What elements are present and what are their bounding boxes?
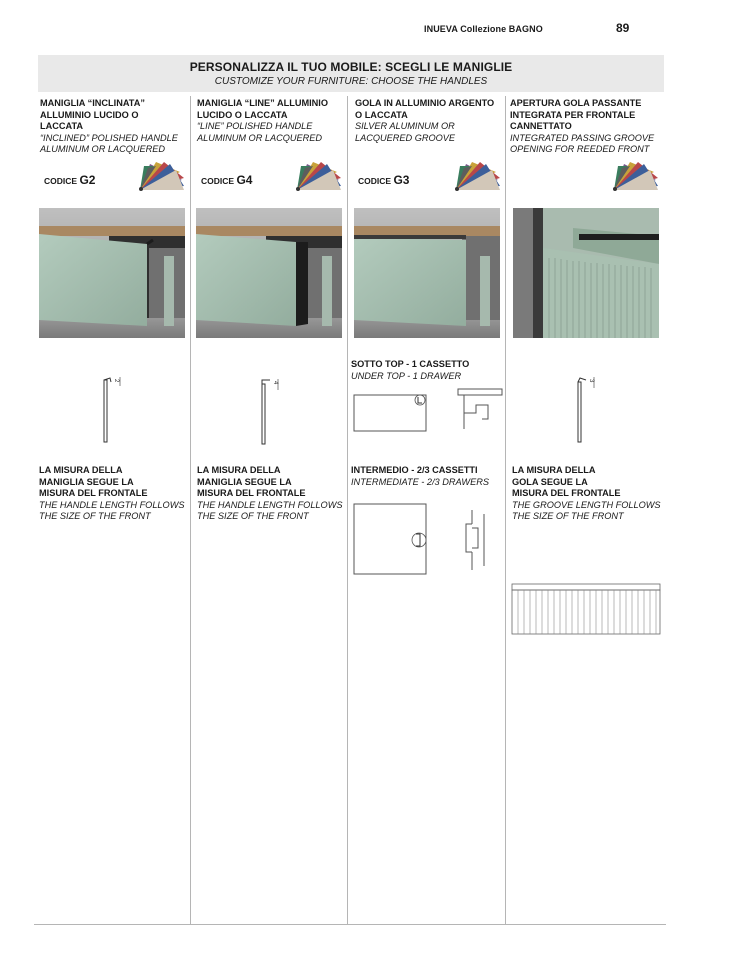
- column-subtitle: “INCLINED” POLISHED HANDLE ALUMINUM OR LACQUERED: [40, 132, 178, 154]
- product-photo: [354, 208, 500, 338]
- size-note: LA MISURA DELLA MANIGLIA SEGUE LA MISURA DEL FRONTALE THE HANDLE LENGTH FOLLOWS THE SIZE OF THE FRONT: [39, 465, 185, 521]
- groove-profile-diagram: [570, 374, 604, 446]
- color-swatch-fan-icon: [293, 160, 343, 194]
- column-subtitle: INTEGRATED PASSING GROOVE OPENING FOR REEDED FRONT: [510, 132, 655, 154]
- column-title: MANIGLIA “LINE” ALLUMINIO LUCIDO O LACCATA: [197, 98, 328, 120]
- bottom-rule: [34, 924, 666, 925]
- reeded-front-diagram: [510, 582, 662, 636]
- page-brand: INUEVA Collezione BAGNO: [424, 24, 543, 34]
- codice-label: CODICE G2: [44, 173, 96, 187]
- page-number: 89: [616, 21, 630, 35]
- column-title: APERTURA GOLA PASSANTE INTEGRATA PER FRONTALE CANNETTATO: [510, 98, 642, 131]
- banner-subtitle: CUSTOMIZE YOUR FURNITURE: CHOOSE THE HANDLES: [214, 76, 488, 87]
- section-under-top: SOTTO TOP - 1 CASSETTO UNDER TOP - 1 DRAWER: [351, 359, 470, 381]
- handle-column-g3: [355, 98, 505, 144]
- section-intermediate: INTERMEDIO - 2/3 CASSETTI INTERMEDIATE - 2/3 DRAWERS: [351, 465, 489, 487]
- groove-section-diagram-under-top: [352, 385, 504, 440]
- banner-title: PERSONALIZZA IL TUO MOBILE: SCEGLI LE MANIGLIE: [189, 60, 513, 74]
- profile-dimension: 2: [113, 379, 119, 383]
- handle-column-g4: [197, 98, 347, 144]
- profile-dimension: 3: [588, 379, 594, 383]
- codice-label: CODICE G4: [201, 173, 253, 187]
- column-subtitle: “LINE” POLISHED HANDLE ALUMINUM OR LACQUERED: [197, 121, 323, 143]
- color-swatch-fan-icon: [610, 160, 660, 194]
- size-note: LA MISURA DELLA MANIGLIA SEGUE LA MISURA DEL FRONTALE THE HANDLE LENGTH FOLLOWS THE SIZE OF THE FRONT: [197, 465, 343, 521]
- handle-column-groove: [510, 98, 660, 156]
- profile-dimension: 4: [272, 381, 278, 385]
- section-banner: [38, 55, 664, 92]
- column-title: MANIGLIA “INCLINATA” ALLUMINIO LUCIDO O LACCATA: [40, 98, 145, 131]
- column-subtitle: SILVER ALUMINUM OR LACQUERED GROOVE: [355, 121, 456, 143]
- color-swatch-fan-icon: [136, 160, 186, 194]
- product-photo: [513, 208, 659, 338]
- handle-profile-diagram: [96, 374, 130, 446]
- column-divider: [190, 96, 191, 924]
- codice-label: CODICE G3: [358, 173, 410, 187]
- column-divider: [505, 96, 506, 924]
- color-swatch-fan-icon: [452, 160, 502, 194]
- handle-profile-diagram: [254, 376, 288, 448]
- handle-column-g2: [40, 98, 190, 156]
- column-title: GOLA IN ALLUMINIO ARGENTO O LACCATA: [355, 98, 495, 120]
- groove-section-diagram-intermediate: [352, 500, 504, 576]
- column-divider: [347, 96, 348, 924]
- product-photo: [196, 208, 342, 338]
- product-photo: [39, 208, 185, 338]
- size-note: LA MISURA DELLA GOLA SEGUE LA MISURA DEL FRONTALE THE GROOVE LENGTH FOLLOWS THE SIZE OF THE FRONT: [512, 465, 661, 521]
